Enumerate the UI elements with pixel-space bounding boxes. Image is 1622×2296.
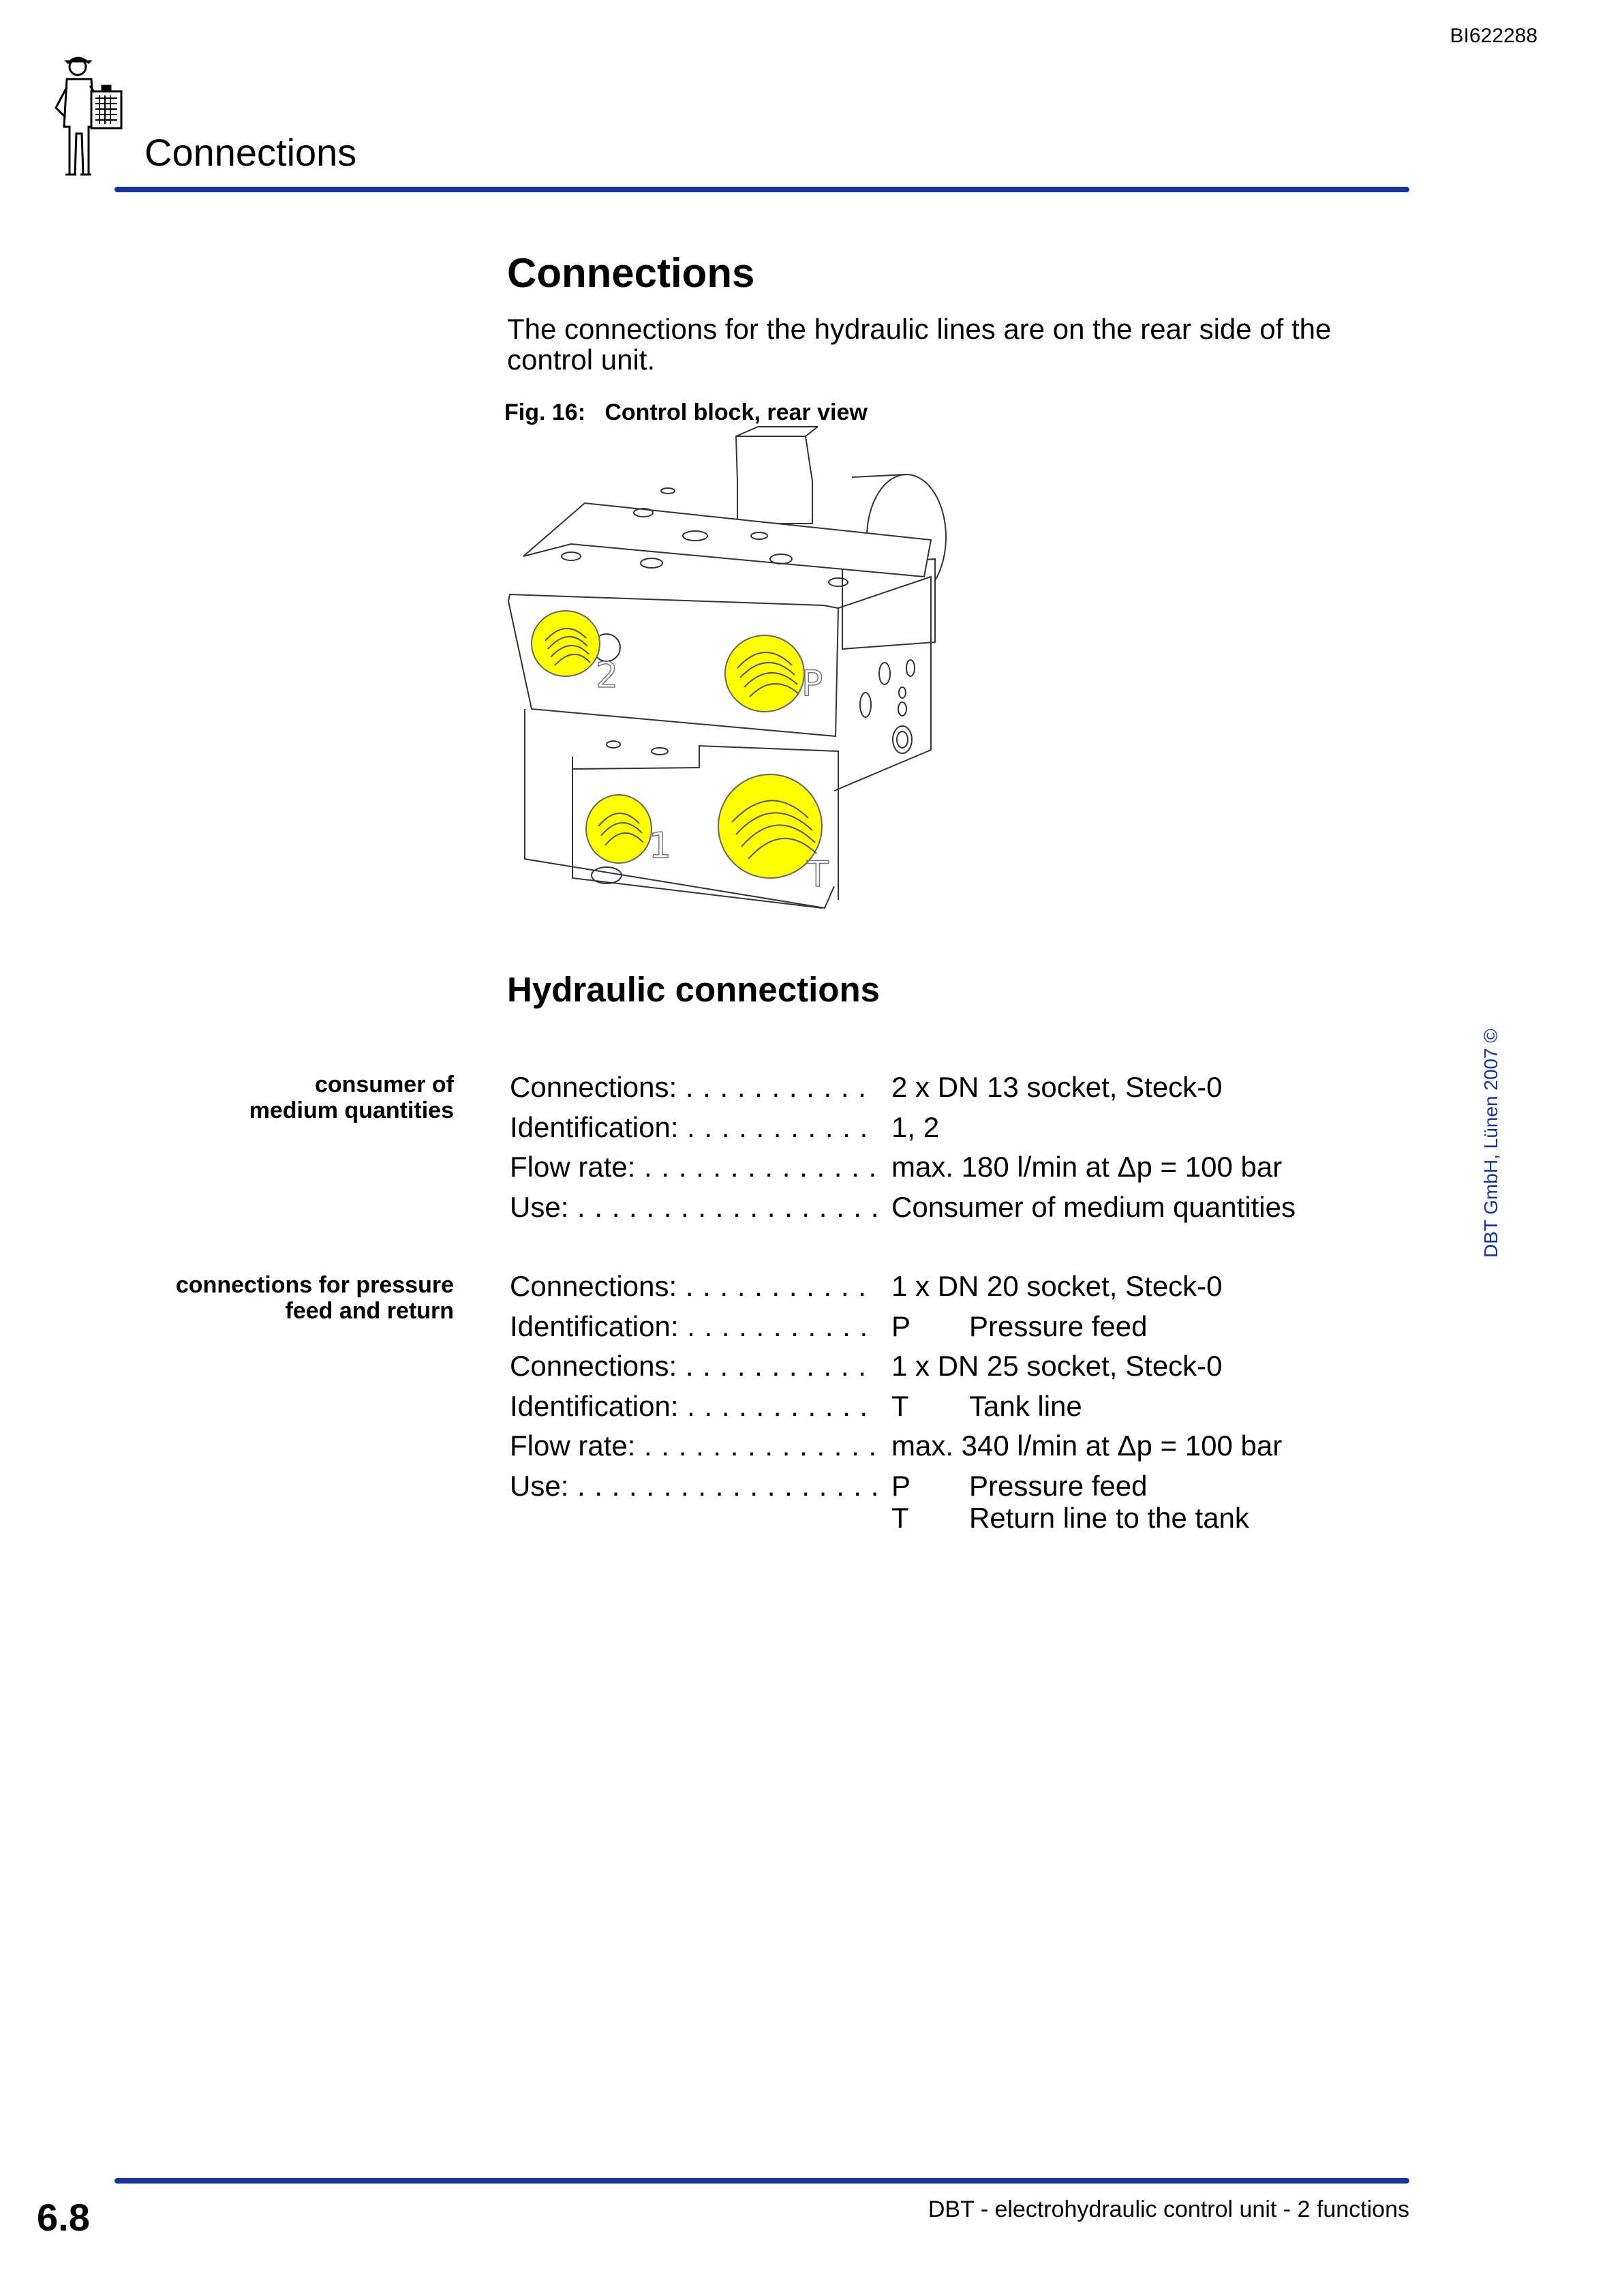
side-note-line: consumer of [314, 1072, 454, 1098]
spec-continuation-row [510, 1498, 1382, 1532]
spec-label: Flow rate: . . . [510, 1426, 876, 1466]
spec-row [510, 1068, 1382, 1108]
spec-code-text: Pressure feed [969, 1310, 1148, 1342]
spec-value: max. 180 l/min at Δp = 100 bar [891, 1151, 1283, 1183]
spec-code: P [891, 1469, 911, 1502]
side-note-line: connections for pressure [175, 1272, 454, 1298]
side-note-line: feed and return [285, 1298, 454, 1325]
spec-value: 2 x DN 13 socket, Steck-0 [891, 1071, 1223, 1103]
spec-value: 1, 2 [891, 1111, 940, 1143]
spec-row [510, 1267, 1382, 1307]
spec-row [510, 1387, 1382, 1427]
footer-text: DBT - electrohydraulic control unit - 2 functions [928, 2196, 1409, 2222]
spec-value: 1 x DN 20 socket, Steck-0 [891, 1270, 1223, 1302]
worker-with-clipboard-icon [49, 52, 138, 181]
spec-label: Identification: . . . [510, 1108, 876, 1148]
control-block-rear-view-drawing [498, 423, 1070, 913]
spec-value: Consumer of medium quantities [891, 1190, 1296, 1223]
intro-paragraph: The connections for the hydraulic lines are on the rear side of the control unit. [507, 313, 1332, 376]
port-label-2: 2 [596, 655, 619, 696]
spec-code-text: Tank line [969, 1389, 1082, 1422]
port-label-p: P [801, 663, 823, 704]
page-number: 6.8 [37, 2196, 90, 2239]
spec-value: max. 340 l/min at Δp = 100 bar [891, 1430, 1283, 1462]
spec-group-medium-consumer [510, 1068, 1382, 1227]
footer-rule [114, 2178, 1409, 2184]
figure-caption: Fig. 16: Control block, rear view [504, 399, 868, 425]
spec-label: Connections: . . . [510, 1267, 876, 1307]
spec-code: P [891, 1310, 911, 1342]
spec-code-text: Pressure feed [969, 1469, 1148, 1502]
spec-code: T [891, 1389, 909, 1422]
spec-label: Flow rate: . . . [510, 1147, 876, 1188]
header-rule [114, 187, 1409, 192]
port-label-t: T [807, 854, 829, 895]
copyright-notice: DBT GmbH, Lünen 2007 © [1480, 1028, 1501, 1258]
port-label-1: 1 [649, 826, 672, 866]
header-title: Connections [144, 131, 357, 174]
spec-row [510, 1108, 1382, 1148]
side-note-pressure-return [109, 1272, 454, 1324]
spec-row [510, 1147, 1382, 1188]
spec-value: 1 x DN 25 socket, Steck-0 [891, 1350, 1223, 1383]
spec-label: Use: . . . [510, 1188, 876, 1228]
side-note-line: medium quantities [249, 1098, 454, 1124]
document-id: BI622288 [1450, 25, 1537, 47]
side-note-medium-consumer [109, 1072, 454, 1123]
spec-row [510, 1346, 1382, 1387]
spec-row [510, 1307, 1382, 1347]
spec-row [510, 1426, 1382, 1466]
spec-code: T [891, 1501, 909, 1534]
spec-label: Use: . . . [510, 1466, 876, 1507]
section-title: Connections [507, 250, 755, 296]
spec-label: Connections: . . . [510, 1346, 876, 1387]
spec-group-pressure-return [510, 1267, 1382, 1532]
hydraulic-connections-title: Hydraulic connections [507, 970, 880, 1009]
spec-row [510, 1188, 1382, 1228]
spec-label: Connections: . . . [510, 1068, 876, 1108]
spec-label: Identification: . . . [510, 1307, 876, 1347]
spec-code-text: Return line to the tank [969, 1501, 1249, 1534]
spec-label: Identification: . . . [510, 1387, 876, 1427]
